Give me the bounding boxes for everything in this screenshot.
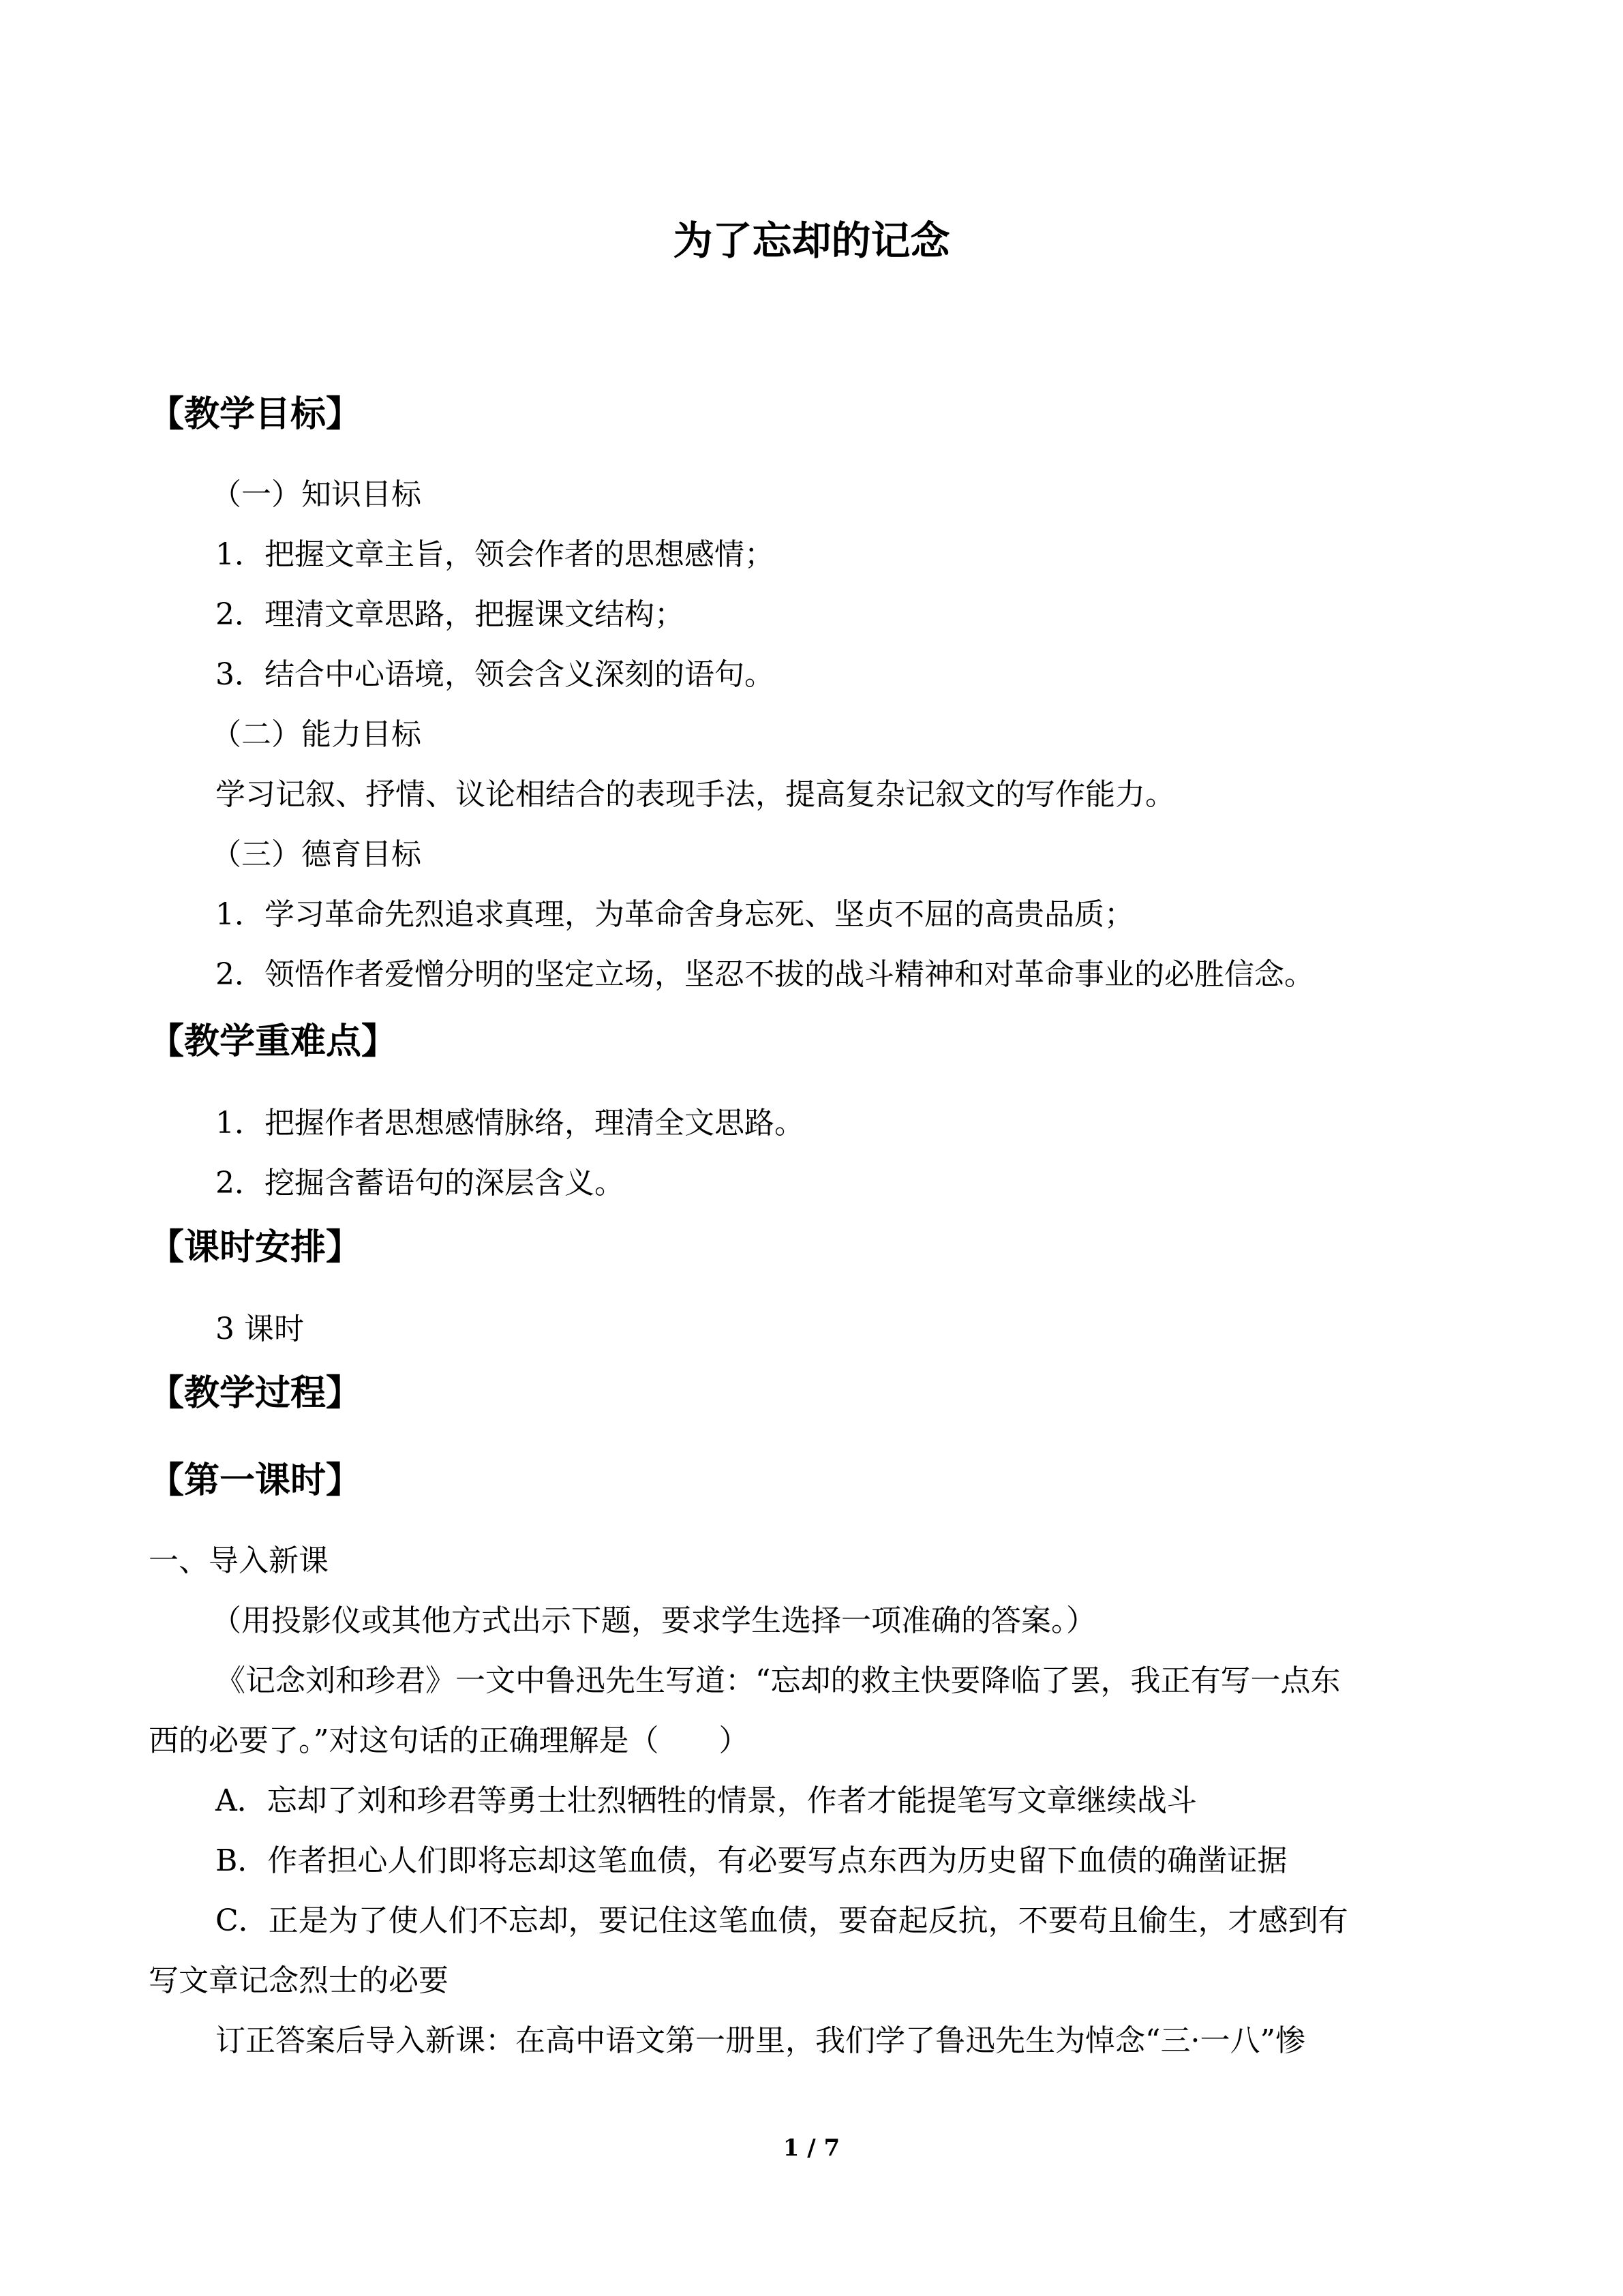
heading-schedule: 【课时安排】 <box>149 1226 362 1268</box>
question-text-line: 西的必要了。”对这句话的正确理解是（ ） <box>149 1723 749 1758</box>
heading-teaching-process: 【教学过程】 <box>149 1372 362 1414</box>
intro-paragraph-line: 订正答案后导入新课：在高中语文第一册里，我们学了鲁迅先生为悼念“三·一八”惨 <box>215 2023 1305 2058</box>
moral-goals-label: （三）德育目标 <box>211 837 421 872</box>
knowledge-goals-label: （一）知识目标 <box>211 477 421 512</box>
question-text-line: 《记念刘和珍君》一文中鲁迅先生写道：“忘却的救主快要降临了罢，我正有写一点东 <box>215 1663 1341 1698</box>
heading-lesson-one: 【第一课时】 <box>149 1460 362 1501</box>
moral-item: 1．学习革命先烈追求真理，为革命舍身忘死、坚贞不屈的高贵品质； <box>215 897 1134 932</box>
key-point-item: 2．挖掘含蓄语句的深层含义。 <box>215 1166 624 1200</box>
document-title: 为了忘却的记念 <box>673 217 950 264</box>
ability-goals-text: 学习记叙、抒情、议论相结合的表现手法，提高复杂记叙文的写作能力。 <box>215 777 1175 812</box>
option-a: A．忘却了刘和珍君等勇士壮烈牺牲的情景，作者才能提笔写文章继续战斗 <box>215 1783 1197 1818</box>
option-c-line: C．正是为了使人们不忘却，要记住这笔血债，要奋起反抗，不要苟且偷生，才感到有 <box>215 1903 1348 1938</box>
ability-goals-label: （二）能力目标 <box>211 717 421 752</box>
knowledge-item: 3．结合中心语境，领会含义深刻的语句。 <box>215 657 774 692</box>
option-b: B．作者担心人们即将忘却这笔血债，有必要写点东西为历史留下血债的确凿证据 <box>215 1843 1288 1878</box>
key-point-item: 1．把握作者思想感情脉络，理清全文思路。 <box>215 1106 804 1141</box>
heading-key-points: 【教学重难点】 <box>149 1021 397 1062</box>
knowledge-item: 2．理清文章思路，把握课文结构； <box>215 597 684 632</box>
step-intro-label: 一、导入新课 <box>149 1543 329 1578</box>
moral-item: 2．领悟作者爱憎分明的坚定立场，坚忍不拔的战斗精神和对革命事业的必胜信念。 <box>215 957 1314 992</box>
heading-teaching-goals: 【教学目标】 <box>149 393 362 435</box>
option-c-line: 写文章记念烈士的必要 <box>149 1963 449 1998</box>
page-number: 1 / 7 <box>783 2134 840 2162</box>
knowledge-item: 1．把握文章主旨，领会作者的思想感情； <box>215 537 774 572</box>
instruction-text: （用投影仪或其他方式出示下题，要求学生选择一项准确的答案。） <box>211 1603 1096 1638</box>
schedule-text: 3 课时 <box>215 1312 304 1346</box>
